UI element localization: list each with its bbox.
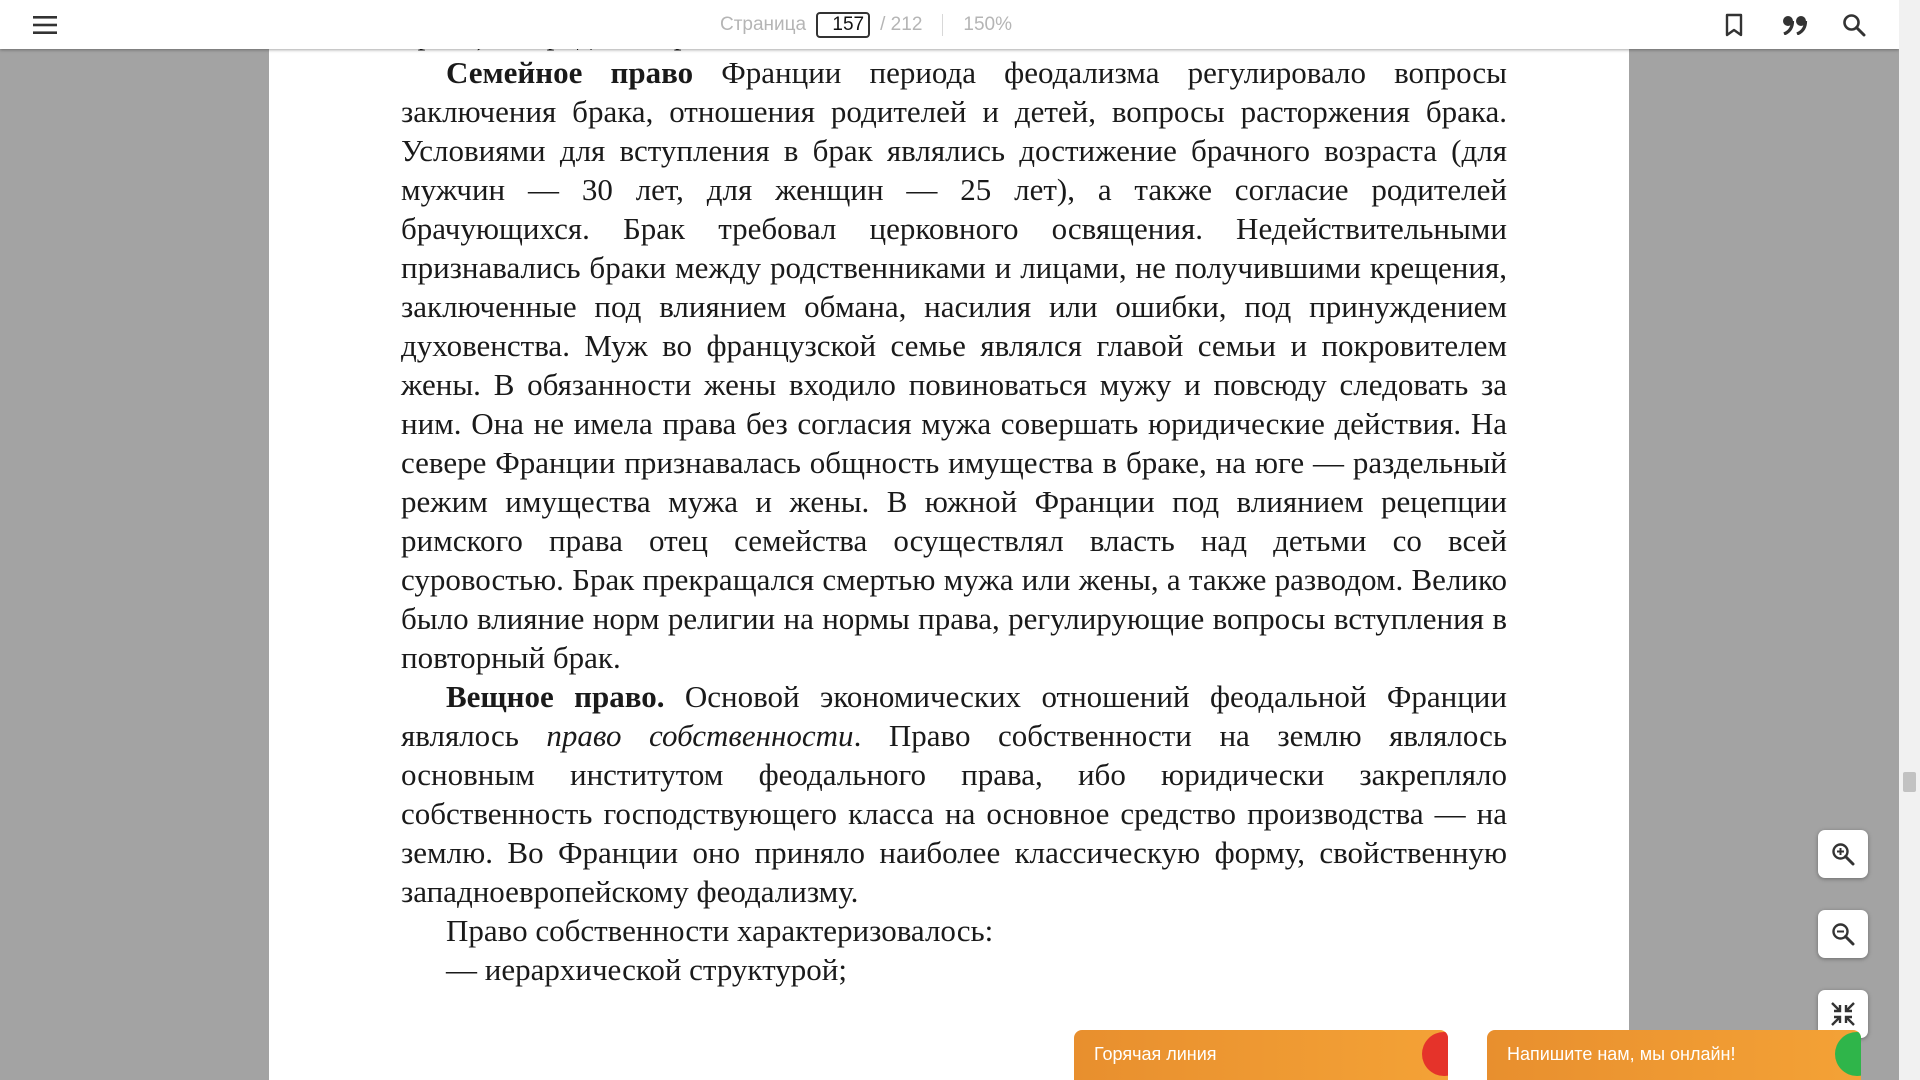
bookmark-button[interactable]: [1716, 9, 1752, 41]
paragraph-property-law: [401, 677, 1507, 911]
search-button[interactable]: [1836, 9, 1872, 41]
scrollbar-thumb[interactable]: [1903, 772, 1916, 792]
heading-property-law: Вещное право.: [446, 679, 665, 714]
document-page: [269, 0, 1629, 1080]
zoom-level[interactable]: 150%: [963, 14, 1012, 35]
page-number-input[interactable]: [816, 12, 870, 38]
document-text: [401, 14, 1507, 989]
online-chat-label: Напишите нам, мы онлайн!: [1507, 1044, 1736, 1064]
paragraph-property-law-text-b: . Право собственности на землю являлось основным институтом феодального права, ибо юридически закрепляло собственность господствующего класса на основное средство производства — на землю. Во Франции оно приняло наиболее классическую форму, свойственную западноевропейскому феодализму.: [401, 718, 1508, 909]
zoom-out-button[interactable]: [1818, 910, 1868, 958]
paragraph-property-law-text-a: Основой экономических отношений феодальной Франции являлось: [401, 679, 1507, 753]
page-total: / 212: [880, 14, 923, 35]
hotline-label: Горячая линия: [1094, 1044, 1217, 1064]
quote-button[interactable]: [1775, 9, 1815, 41]
top-toolbar: [0, 0, 1899, 49]
hotline-corner-badge: [1422, 1032, 1448, 1076]
property-right-term: право собственности: [546, 718, 854, 753]
page-navigator: [720, 9, 1012, 41]
zoom-in-button[interactable]: [1818, 830, 1868, 878]
paragraph-family-law: [401, 53, 1507, 677]
collapse-icon: [1830, 1001, 1856, 1027]
heading-family-law: Семейное право: [446, 55, 694, 90]
menu-button[interactable]: [28, 10, 62, 40]
quote-icon: [1782, 15, 1808, 35]
toolbar-divider: [942, 14, 943, 36]
vertical-scrollbar[interactable]: [1899, 0, 1920, 1080]
zoom-in-icon: [1831, 842, 1855, 866]
search-icon: [1842, 13, 1866, 37]
bookmark-icon: [1725, 13, 1743, 37]
online-corner-badge: [1835, 1032, 1861, 1076]
list-item-hierarchy: — иерархической структурой;: [446, 952, 847, 987]
paragraph-characteristics: Право собственности характеризовалось:: [446, 913, 994, 948]
zoom-out-icon: [1831, 922, 1855, 946]
menu-icon: [33, 15, 57, 35]
online-chat-tab[interactable]: [1487, 1030, 1861, 1080]
paragraph-family-law-text: Франции периода феодализма регулировало вопросы заключения брака, отношения родителей и детей, вопросы расторжения брака. Условиями для вступления в брак являлись достижение брачного возраста (для мужчин — 30 лет, для женщин — 25 лет), а также согласие родителей брачующихся. Брак требовал церковного освящения. Недействительными признавались браки между родственниками и лицами, не получившими крещения, заключенные под влиянием обмана, насилия или ошибки, под принуждением духовенства. Муж во французской семье являлся главой семьи и покровителем жены. В обязанности жены входило повиноваться мужу и повсюду следовать за ним. Она не имела права без согласия мужа совершать юридические действия. На севере Франции признавалась общность имущества в браке, на юге — раздельный режим имущества мужа и жены. В южной Франции под влиянием рецепции римского права отец семейства осуществлял власть над детьми со всей суровостью. Брак прекращался смертью мужа или жены, а также разводом. Велико было влияние норм религии на нормы права, регулирующие вопросы вступления в повторный брак.: [401, 55, 1507, 675]
page-label: Страница: [720, 14, 807, 35]
hotline-chat-tab[interactable]: [1074, 1030, 1448, 1080]
